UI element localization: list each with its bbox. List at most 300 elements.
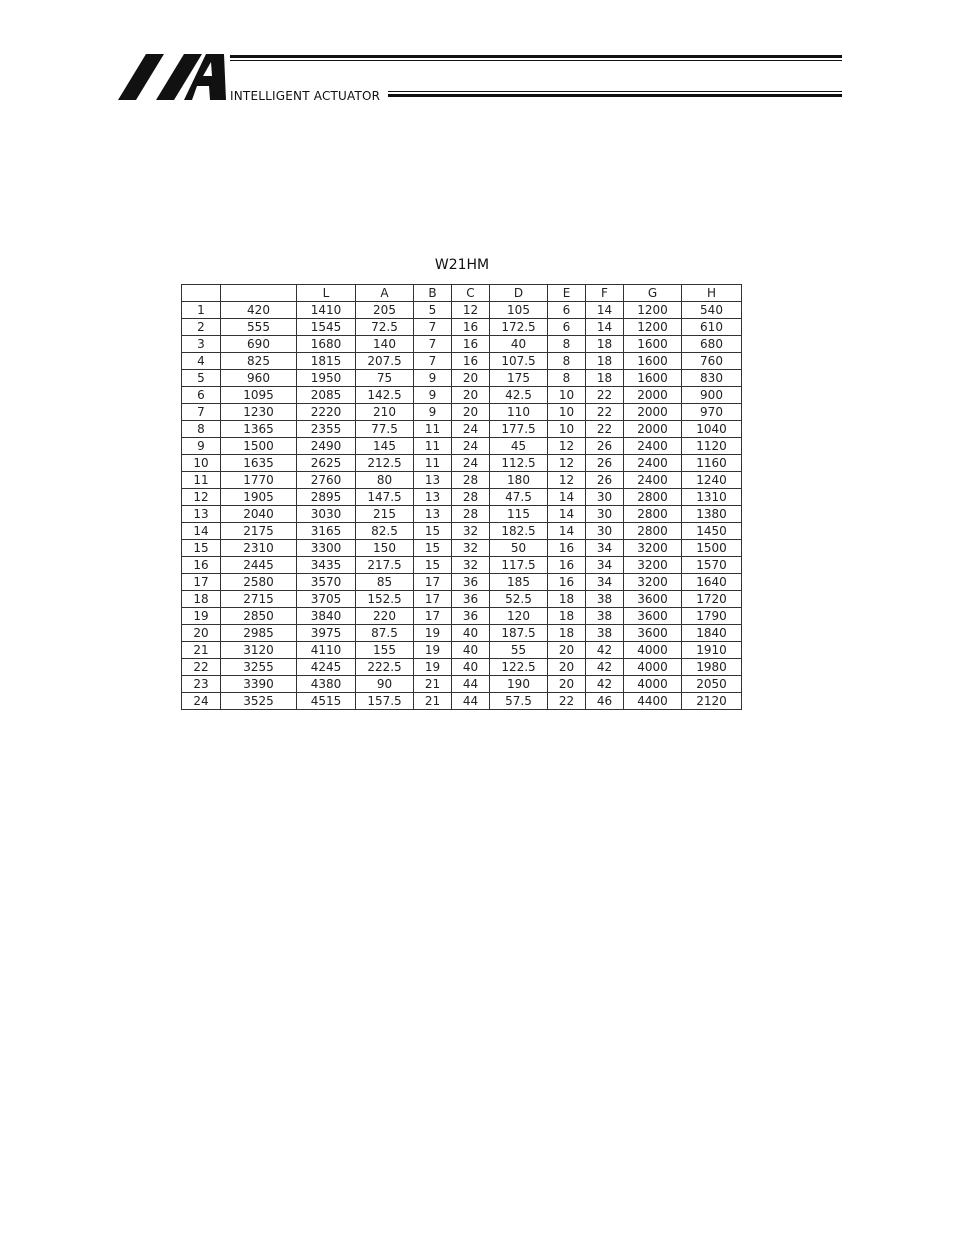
table-cell: 157.5 — [356, 693, 414, 710]
table-cell: 222.5 — [356, 659, 414, 676]
table-cell: 1840 — [682, 625, 742, 642]
table-cell: 19 — [414, 625, 452, 642]
table-cell: 32 — [452, 557, 490, 574]
table-cell: 4000 — [624, 642, 682, 659]
table-cell: 2800 — [624, 489, 682, 506]
table-cell: 47.5 — [490, 489, 548, 506]
table-row — [182, 523, 742, 540]
header-rule-top — [230, 55, 842, 61]
table-cell: 555 — [221, 319, 297, 336]
table-row — [182, 336, 742, 353]
table-cell: 16 — [548, 540, 586, 557]
column-header: D — [490, 285, 548, 302]
table-cell: 2310 — [221, 540, 297, 557]
table-row — [182, 489, 742, 506]
table-cell: 1450 — [682, 523, 742, 540]
table-cell: 2 — [182, 319, 221, 336]
table-cell: 1570 — [682, 557, 742, 574]
table-cell: 40 — [452, 659, 490, 676]
table-cell: 36 — [452, 608, 490, 625]
table-cell: 14 — [586, 302, 624, 319]
table-cell: 38 — [586, 625, 624, 642]
table-row — [182, 557, 742, 574]
table-cell: 14 — [548, 523, 586, 540]
table-cell: 36 — [452, 574, 490, 591]
table-cell: 10 — [548, 404, 586, 421]
table-cell: 4110 — [297, 642, 356, 659]
table-cell: 2085 — [297, 387, 356, 404]
table-cell: 40 — [452, 642, 490, 659]
table-cell: 117.5 — [490, 557, 548, 574]
table-cell: 3 — [182, 336, 221, 353]
table-cell: 1310 — [682, 489, 742, 506]
table-cell: 14 — [586, 319, 624, 336]
table-row — [182, 608, 742, 625]
table-row — [182, 625, 742, 642]
table-cell: 17 — [414, 608, 452, 625]
table-cell: 830 — [682, 370, 742, 387]
table-cell: 12 — [548, 455, 586, 472]
table-cell: 220 — [356, 608, 414, 625]
table-cell: 2490 — [297, 438, 356, 455]
page-header — [118, 52, 842, 104]
table-cell: 2040 — [221, 506, 297, 523]
table-cell: 2400 — [624, 455, 682, 472]
table-cell: 970 — [682, 404, 742, 421]
table-cell: 15 — [414, 557, 452, 574]
table-cell: 760 — [682, 353, 742, 370]
table-cell: 20 — [548, 642, 586, 659]
table-cell: 3030 — [297, 506, 356, 523]
table-cell: 1380 — [682, 506, 742, 523]
table-cell: 36 — [452, 591, 490, 608]
table-cell: 4245 — [297, 659, 356, 676]
table-cell: 1635 — [221, 455, 297, 472]
table-cell: 18 — [548, 608, 586, 625]
table-cell: 1095 — [221, 387, 297, 404]
table-row — [182, 353, 742, 370]
table-cell: 21 — [182, 642, 221, 659]
table-cell: 13 — [414, 472, 452, 489]
table-cell: 1600 — [624, 336, 682, 353]
table-row — [182, 319, 742, 336]
table-cell: 5 — [182, 370, 221, 387]
table-row — [182, 370, 742, 387]
table-cell: 24 — [452, 455, 490, 472]
table-cell: 16 — [452, 336, 490, 353]
table-row — [182, 659, 742, 676]
table-row — [182, 421, 742, 438]
table-cell: 1790 — [682, 608, 742, 625]
column-header: G — [624, 285, 682, 302]
table-cell: 2760 — [297, 472, 356, 489]
table-cell: 9 — [414, 370, 452, 387]
table-cell: 7 — [414, 336, 452, 353]
table-cell: 4380 — [297, 676, 356, 693]
table-cell: 13 — [414, 489, 452, 506]
table-row — [182, 438, 742, 455]
table-cell: 5 — [414, 302, 452, 319]
table-cell: 38 — [586, 591, 624, 608]
table-cell: 9 — [182, 438, 221, 455]
table-cell: 1770 — [221, 472, 297, 489]
table-row — [182, 591, 742, 608]
table-cell: 2800 — [624, 523, 682, 540]
table-cell: 14 — [182, 523, 221, 540]
table-cell: 4400 — [624, 693, 682, 710]
table-cell: 4515 — [297, 693, 356, 710]
table-cell: 900 — [682, 387, 742, 404]
table-cell: 20 — [452, 387, 490, 404]
table-row — [182, 540, 742, 557]
table-cell: 1410 — [297, 302, 356, 319]
table-cell: 177.5 — [490, 421, 548, 438]
column-header: H — [682, 285, 742, 302]
table-cell: 207.5 — [356, 353, 414, 370]
table-cell: 30 — [586, 523, 624, 540]
table-row — [182, 506, 742, 523]
table-cell: 26 — [586, 472, 624, 489]
table-cell: 26 — [586, 438, 624, 455]
table-cell: 28 — [452, 506, 490, 523]
table-cell: 12 — [452, 302, 490, 319]
table-cell: 142.5 — [356, 387, 414, 404]
table-cell: 18 — [586, 336, 624, 353]
table-cell: 2000 — [624, 387, 682, 404]
table-cell: 185 — [490, 574, 548, 591]
table-cell: 7 — [182, 404, 221, 421]
table-cell: 21 — [414, 693, 452, 710]
table-cell: 112.5 — [490, 455, 548, 472]
table-cell: 44 — [452, 676, 490, 693]
table-cell: 11 — [182, 472, 221, 489]
table-cell: 24 — [452, 438, 490, 455]
table-cell: 34 — [586, 574, 624, 591]
table-row — [182, 574, 742, 591]
table-row — [182, 693, 742, 710]
table-cell: 38 — [586, 608, 624, 625]
table-cell: 10 — [548, 387, 586, 404]
table-cell: 2895 — [297, 489, 356, 506]
column-header: C — [452, 285, 490, 302]
table-cell: 2625 — [297, 455, 356, 472]
table-cell: 115 — [490, 506, 548, 523]
table-cell: 85 — [356, 574, 414, 591]
table-cell: 42 — [586, 659, 624, 676]
table-cell: 11 — [414, 421, 452, 438]
table-cell: 16 — [548, 557, 586, 574]
table-cell: 540 — [682, 302, 742, 319]
table-cell: 21 — [414, 676, 452, 693]
table-cell: 42 — [586, 642, 624, 659]
table-cell: 40 — [452, 625, 490, 642]
table-cell: 16 — [548, 574, 586, 591]
table-cell: 22 — [586, 387, 624, 404]
table-cell: 6 — [548, 319, 586, 336]
table-cell: 15 — [414, 540, 452, 557]
table-cell: 4000 — [624, 676, 682, 693]
table-cell: 34 — [586, 540, 624, 557]
table-cell: 50 — [490, 540, 548, 557]
table-cell: 34 — [586, 557, 624, 574]
table-cell: 2000 — [624, 404, 682, 421]
table-cell: 42 — [586, 676, 624, 693]
table-cell: 3975 — [297, 625, 356, 642]
table-cell: 26 — [586, 455, 624, 472]
table-cell: 23 — [182, 676, 221, 693]
table-cell: 3525 — [221, 693, 297, 710]
table-row — [182, 472, 742, 489]
table-row — [182, 302, 742, 319]
table-cell: 3840 — [297, 608, 356, 625]
table-cell: 20 — [548, 676, 586, 693]
table-cell: 22 — [548, 693, 586, 710]
table-cell: 105 — [490, 302, 548, 319]
table-cell: 6 — [182, 387, 221, 404]
table-cell: 610 — [682, 319, 742, 336]
table-cell: 14 — [548, 489, 586, 506]
table-cell: 1905 — [221, 489, 297, 506]
table-cell: 15 — [182, 540, 221, 557]
table-cell: 8 — [548, 370, 586, 387]
table-cell: 80 — [356, 472, 414, 489]
table-cell: 18 — [548, 625, 586, 642]
table-cell: 2120 — [682, 693, 742, 710]
table-body — [182, 302, 742, 710]
table-cell: 9 — [414, 387, 452, 404]
table-cell: 12 — [548, 438, 586, 455]
table-cell: 46 — [586, 693, 624, 710]
table-cell: 24 — [182, 693, 221, 710]
table-cell: 18 — [182, 591, 221, 608]
column-header: A — [356, 285, 414, 302]
table-cell: 1230 — [221, 404, 297, 421]
table-cell: 17 — [414, 574, 452, 591]
table-cell: 1200 — [624, 302, 682, 319]
table-cell: 18 — [548, 591, 586, 608]
table-cell: 77.5 — [356, 421, 414, 438]
table-cell: 147.5 — [356, 489, 414, 506]
table-header-row — [182, 285, 742, 302]
table-cell: 2445 — [221, 557, 297, 574]
table-cell: 87.5 — [356, 625, 414, 642]
table-cell: 30 — [586, 506, 624, 523]
table-cell: 16 — [182, 557, 221, 574]
table-cell: 120 — [490, 608, 548, 625]
table-cell: 3255 — [221, 659, 297, 676]
table-cell: 1600 — [624, 370, 682, 387]
table-cell: 2050 — [682, 676, 742, 693]
table-cell: 14 — [548, 506, 586, 523]
table-cell: 2800 — [624, 506, 682, 523]
table-cell: 1 — [182, 302, 221, 319]
table-cell: 145 — [356, 438, 414, 455]
table-cell: 150 — [356, 540, 414, 557]
table-cell: 1910 — [682, 642, 742, 659]
header-rule-bottom — [388, 91, 842, 97]
table-cell: 12 — [182, 489, 221, 506]
table-cell: 2000 — [624, 421, 682, 438]
table-cell: 3200 — [624, 557, 682, 574]
table-cell: 2220 — [297, 404, 356, 421]
column-header: E — [548, 285, 586, 302]
table-cell: 19 — [414, 642, 452, 659]
table-cell: 7 — [414, 353, 452, 370]
table-cell: 110 — [490, 404, 548, 421]
table-cell: 8 — [548, 336, 586, 353]
table-cell: 2985 — [221, 625, 297, 642]
table-cell: 10 — [548, 421, 586, 438]
table-cell: 960 — [221, 370, 297, 387]
column-header — [221, 285, 297, 302]
table-cell: 19 — [414, 659, 452, 676]
table-cell: 42.5 — [490, 387, 548, 404]
table-row — [182, 404, 742, 421]
table-cell: 3600 — [624, 608, 682, 625]
table-cell: 3600 — [624, 625, 682, 642]
table-cell: 2175 — [221, 523, 297, 540]
table-cell: 6 — [548, 302, 586, 319]
table-cell: 2355 — [297, 421, 356, 438]
table-cell: 22 — [586, 404, 624, 421]
table-cell: 4 — [182, 353, 221, 370]
table-cell: 212.5 — [356, 455, 414, 472]
table-cell: 2580 — [221, 574, 297, 591]
brand-text: INTELLIGENT ACTUATOR — [230, 89, 381, 103]
table-cell: 1120 — [682, 438, 742, 455]
table-cell: 19 — [182, 608, 221, 625]
table-cell: 7 — [414, 319, 452, 336]
table-cell: 1040 — [682, 421, 742, 438]
table-row — [182, 676, 742, 693]
table-row — [182, 387, 742, 404]
table-cell: 15 — [414, 523, 452, 540]
dimension-table — [181, 284, 742, 710]
table-cell: 155 — [356, 642, 414, 659]
table-cell: 182.5 — [490, 523, 548, 540]
table-cell: 3705 — [297, 591, 356, 608]
table-cell: 1600 — [624, 353, 682, 370]
table-cell: 1980 — [682, 659, 742, 676]
table-cell: 20 — [452, 370, 490, 387]
table-cell: 3300 — [297, 540, 356, 557]
table-cell: 420 — [221, 302, 297, 319]
table-cell: 1200 — [624, 319, 682, 336]
table-cell: 3200 — [624, 540, 682, 557]
table-cell: 16 — [452, 353, 490, 370]
table-cell: 11 — [414, 455, 452, 472]
table-cell: 1365 — [221, 421, 297, 438]
table-cell: 1240 — [682, 472, 742, 489]
table-cell: 57.5 — [490, 693, 548, 710]
table-cell: 28 — [452, 489, 490, 506]
table-cell: 24 — [452, 421, 490, 438]
table-cell: 8 — [548, 353, 586, 370]
table-cell: 3200 — [624, 574, 682, 591]
table-cell: 2850 — [221, 608, 297, 625]
table-cell: 45 — [490, 438, 548, 455]
table-cell: 9 — [414, 404, 452, 421]
table-cell: 22 — [182, 659, 221, 676]
table-cell: 3600 — [624, 591, 682, 608]
table-cell: 3570 — [297, 574, 356, 591]
table-cell: 1160 — [682, 455, 742, 472]
table-cell: 1950 — [297, 370, 356, 387]
table-cell: 72.5 — [356, 319, 414, 336]
table-cell: 1680 — [297, 336, 356, 353]
table-cell: 172.5 — [490, 319, 548, 336]
table-cell: 1500 — [682, 540, 742, 557]
table-cell: 90 — [356, 676, 414, 693]
table-cell: 187.5 — [490, 625, 548, 642]
table-cell: 13 — [182, 506, 221, 523]
table-cell: 17 — [182, 574, 221, 591]
table-cell: 175 — [490, 370, 548, 387]
column-header: B — [414, 285, 452, 302]
table-cell: 11 — [414, 438, 452, 455]
table-cell: 3120 — [221, 642, 297, 659]
table-cell: 10 — [182, 455, 221, 472]
table-cell: 8 — [182, 421, 221, 438]
table-cell: 1545 — [297, 319, 356, 336]
table-cell: 20 — [452, 404, 490, 421]
table-cell: 75 — [356, 370, 414, 387]
table-cell: 217.5 — [356, 557, 414, 574]
table-cell: 30 — [586, 489, 624, 506]
table-cell: 40 — [490, 336, 548, 353]
table-cell: 1640 — [682, 574, 742, 591]
table-cell: 22 — [586, 421, 624, 438]
table-cell: 17 — [414, 591, 452, 608]
table-cell: 20 — [548, 659, 586, 676]
table-cell: 1720 — [682, 591, 742, 608]
table-cell: 16 — [452, 319, 490, 336]
table-cell: 3165 — [297, 523, 356, 540]
table-title: W21HM — [434, 257, 490, 273]
table-cell: 190 — [490, 676, 548, 693]
table-cell: 1815 — [297, 353, 356, 370]
table-cell: 122.5 — [490, 659, 548, 676]
table-cell: 210 — [356, 404, 414, 421]
table-cell: 12 — [548, 472, 586, 489]
table-cell: 13 — [414, 506, 452, 523]
table-cell: 140 — [356, 336, 414, 353]
table-cell: 2400 — [624, 472, 682, 489]
table-cell: 55 — [490, 642, 548, 659]
table-cell: 152.5 — [356, 591, 414, 608]
table-cell: 32 — [452, 540, 490, 557]
table-cell: 205 — [356, 302, 414, 319]
table-cell: 3435 — [297, 557, 356, 574]
table-cell: 4000 — [624, 659, 682, 676]
table-cell: 18 — [586, 370, 624, 387]
table-row — [182, 455, 742, 472]
table-cell: 52.5 — [490, 591, 548, 608]
table-cell: 18 — [586, 353, 624, 370]
table-cell: 3390 — [221, 676, 297, 693]
table-cell: 28 — [452, 472, 490, 489]
table-cell: 680 — [682, 336, 742, 353]
table-cell: 82.5 — [356, 523, 414, 540]
table-cell: 180 — [490, 472, 548, 489]
table-cell: 690 — [221, 336, 297, 353]
table-cell: 215 — [356, 506, 414, 523]
column-header: F — [586, 285, 624, 302]
table-cell: 2715 — [221, 591, 297, 608]
column-header — [182, 285, 221, 302]
table-cell: 32 — [452, 523, 490, 540]
iai-logo-icon — [118, 52, 230, 102]
